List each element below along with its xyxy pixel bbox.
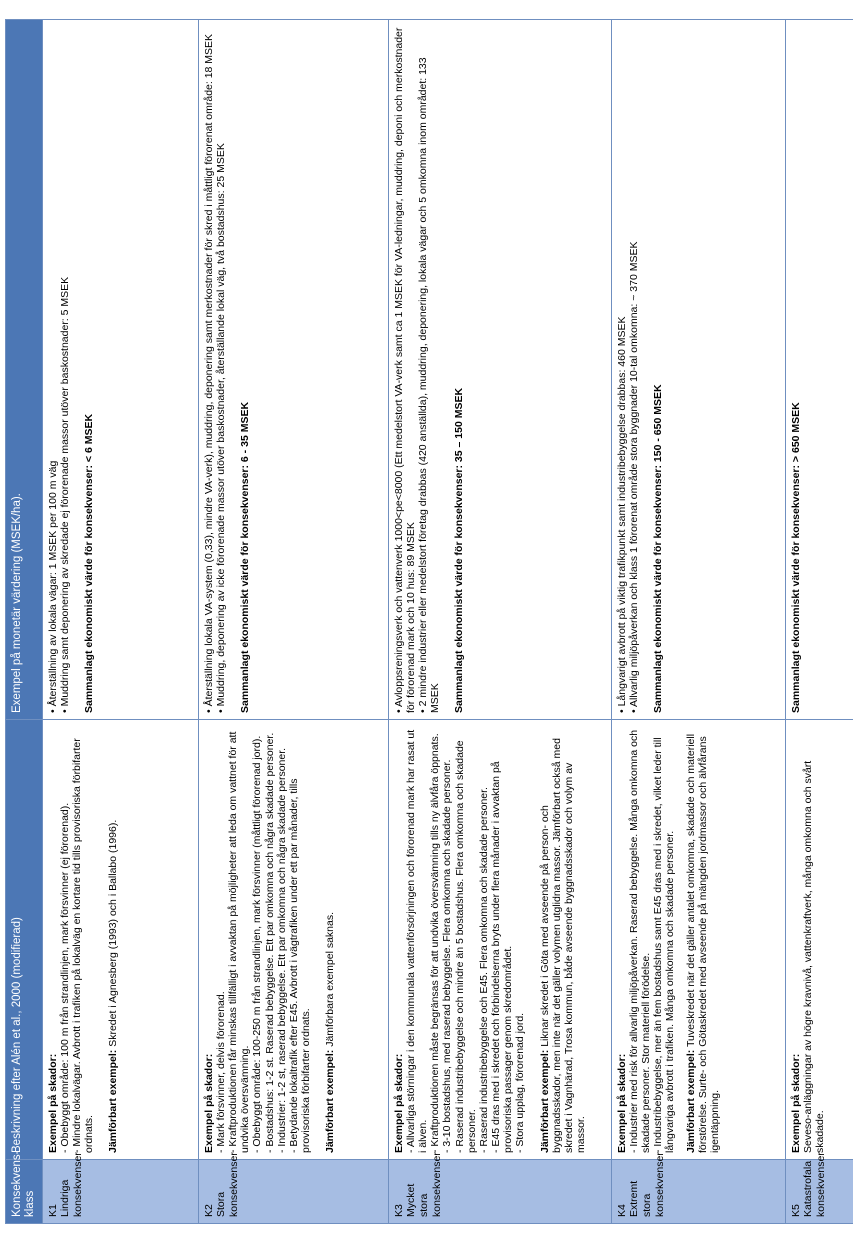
description-cell	[388, 720, 611, 1160]
description-cell	[611, 720, 785, 1160]
money-item: • 2 mindre industrier eller medelstort företag drabbas (420 anställda), muddring, deponering, lokala vägar och 5 omkomna inom området: 133 MSEK	[417, 57, 442, 713]
damage-item: - Industrier: 1-2 st, raserad bebyggelse. Ett par omkomna och några skadade personer.	[275, 747, 288, 1153]
class-cell	[42, 1152, 198, 1224]
table-row	[42, 19, 198, 1223]
table-row	[388, 19, 611, 1223]
table-row	[785, 19, 853, 1223]
header-consequence-class: Konsekvens-klass	[6, 1160, 43, 1224]
class-name: Lindriga konsekvenser	[59, 1152, 85, 1217]
total-value: Sammanlagt ekonomiskt värde för konsekvenser: > 650 MSEK	[789, 402, 802, 713]
class-name: Stora konsekvenser	[215, 1152, 241, 1217]
comparable-text: Jämförbara exempel saknas.	[324, 911, 337, 1047]
monetary-cell	[611, 19, 785, 719]
money-item: • Muddring samt deponering av skredade ej förorenade massor utöver baskostnader: 5 MSEK	[58, 276, 71, 713]
damage-item: - Kraftproduktionen får minskas tillfälligt i avvaktan på möjligheter att leda om vattnet för att undvika översvämning.	[227, 731, 252, 1153]
money-item: • Allvarlig miljöpåverkan och klass 1 förorenat område stora byggnader 10-tal omkomna: ~ 370 MSEK	[627, 241, 640, 713]
class-name: Extremt stora konsekvenser	[628, 1152, 667, 1217]
class-name: Katastrofala konsekvenser	[802, 1152, 828, 1217]
damage-item: - Raserad industribebyggelse och E45. Flera omkomna och skadade personer.	[477, 787, 490, 1153]
damage-item: - Bostadshus: 1-2 st. Raserad bebyggelse. Ett par omkomna och några skadade personer.	[263, 732, 276, 1153]
damage-item: - Kraftproduktionen måste begränsas för att undvika översvämning tills ny älvfåra öppnats.	[429, 733, 442, 1153]
class-cell	[611, 1152, 785, 1224]
comparable-text: Tuveskredet när det gäller antalet omkomna, skadade och materiell förstörelse. Surte- och Götaskredet med avseende på mängden jordmassor och älvfårans igentäppning.	[684, 733, 721, 1153]
total-value: Sammanlagt ekonomiskt värde för konsekvenser: 150 - 650 MSEK	[652, 384, 664, 713]
damage-item: - Mindre lokalvägar. Avbrott i trafiken på lokalväg en kortare tid tills provisoriska förbifarter ordnats.	[71, 738, 96, 1153]
money-item: • Långvarigt avbrott på viktig trafikpunkt samt industribebyggelse drabbas: 460 MSEK	[615, 316, 628, 713]
comparable-text: Skredet i Agnesberg (1993) och i Ballabo (1996).	[107, 819, 120, 1047]
class-code: K1	[46, 1204, 59, 1217]
damage-item: - Industribebyggelse, mer än fem bostadshus samt E45 dras med i skredet, vilket leder till långvariga avbrott i trafiken. Många omkomna och skadade personer.	[652, 737, 677, 1153]
damage-item: - Obebyggt område: 100-250 m från strandlinjen, mark försvinner (måttligt förorenad jord).	[251, 735, 264, 1153]
damage-heading: Exempel på skador:	[789, 1053, 802, 1153]
money-item: • Muddring, deponering av icke förorenade massor utöver baskostnader, återställande lokal väg, två bostadshus: 25 MSEK	[214, 143, 227, 713]
consequence-class-table	[5, 19, 853, 1224]
damage-item: Seveso-anläggningar av högre kravnivå, vattenkraftverk, många omkomna och svårt skadade.	[801, 760, 826, 1153]
money-item: • Återställning av lokala vägar: 1 MSEK per 100 m väg	[46, 460, 59, 713]
class-cell	[785, 1152, 853, 1224]
comparable-label: Jämförbart exempel:	[107, 1049, 120, 1153]
class-code: K5	[789, 1204, 802, 1217]
total-value: Sammanlagt ekonomiskt värde för konsekvenser: < 6 MSEK	[83, 413, 95, 713]
description-cell	[198, 720, 388, 1160]
damage-item: - E45 dras med i skredet och förbindelserna bryts under flera månader i avvaktan på provisoriska passager genom skredområdet.	[490, 761, 515, 1153]
total-value: Sammanlagt ekonomiskt värde för konsekvenser: 35 – 150 MSEK	[453, 387, 466, 713]
damage-item: - Allvarliga störningar i den kommunala vattenförsörjningen och förorenad mark har rasat ut i älven.	[404, 729, 429, 1153]
comparable-text: Liknar skredet i Göta med avseende på person- och byggnadsskador, men inte när det gäller volymen utglidna massor. Jämförbart också med skredet i Vagnhärad, Trosa kommun, både avseende byggnadsskador och volym av massor.	[538, 738, 588, 1153]
class-cell	[198, 1152, 388, 1224]
damage-item: - Stora upplag, förorenad jord.	[514, 1012, 527, 1153]
money-item: • Avloppsreningsverk och vattenverk 1000<pe<8000 (Ett medelstort VA-verk samt ca 1 MSEK för VA-ledningar, muddring, deponi och merkostnader för förorenad mark och 10 hus: 89 MSEK	[392, 27, 417, 713]
damage-heading: Exempel på skador:	[202, 1053, 215, 1153]
monetary-cell	[388, 19, 611, 719]
damage-item: - Industrier med risk för allvarlig miljöpåverkan. Raserad bebyggelse. Många omkomna och skadade personer. Stor materiell förödelse.	[627, 729, 652, 1153]
monetary-cell	[198, 19, 388, 719]
damage-item: - Obebyggt område: 100 m från strandlinjen, mark försvinner (ej förorenad).	[58, 802, 71, 1153]
damage-item: - Raserad industribebyggelse och mindre än 5 bostadshus. Flera omkomna och skadade personer.	[453, 740, 478, 1153]
money-item: • Återställning lokala VA-system (0,33), mindre VA-verk), muddring, deponering samt merkostnader för skred i måttligt förorenat område: 18 MSEK	[202, 33, 215, 713]
table-row	[198, 19, 388, 1223]
monetary-cell	[785, 19, 853, 719]
comparable-label: Jämförbart exempel:	[538, 1049, 551, 1153]
class-cell	[388, 1152, 611, 1224]
header-monetary-example: Exempel på monetär värdering (MSEK/ha).	[6, 19, 43, 719]
total-value: Sammanlagt ekonomiskt värde för konsekvenser: 6 - 35 MSEK	[239, 401, 251, 713]
table-header-row	[6, 19, 43, 1223]
class-code: K2	[202, 1204, 215, 1217]
class-name: Mycket stora konsekvenser	[405, 1152, 444, 1217]
damage-heading: Exempel på skador:	[615, 1053, 628, 1153]
description-cell	[785, 720, 853, 1160]
comparable-label: Jämförbart exempel:	[684, 1049, 697, 1153]
damage-item: - Betydande lokaltrafik efter E45. Avbrott i vägtrafiken under ett par månader, tills provisoriska förbifarter ordnats.	[287, 778, 313, 1153]
damage-heading: Exempel på skador:	[46, 1053, 59, 1153]
damage-heading: Exempel på skador:	[392, 1053, 405, 1153]
monetary-cell	[42, 19, 198, 719]
table-row	[611, 19, 785, 1223]
damage-item: - Mark försvinner, delvis förorenad.	[214, 991, 227, 1153]
header-description: Beskrivning efter Alén et al., 2000 (modifierad)	[6, 720, 43, 1160]
class-code: K3	[392, 1204, 405, 1217]
comparable-label: Jämförbart exempel:	[324, 1049, 337, 1153]
class-code: K4	[615, 1204, 628, 1217]
damage-item: - 3-10 bostadshus, med raserad bebyggelse. Flera omkomna och skadade personer.	[441, 759, 454, 1153]
description-cell	[42, 720, 198, 1160]
